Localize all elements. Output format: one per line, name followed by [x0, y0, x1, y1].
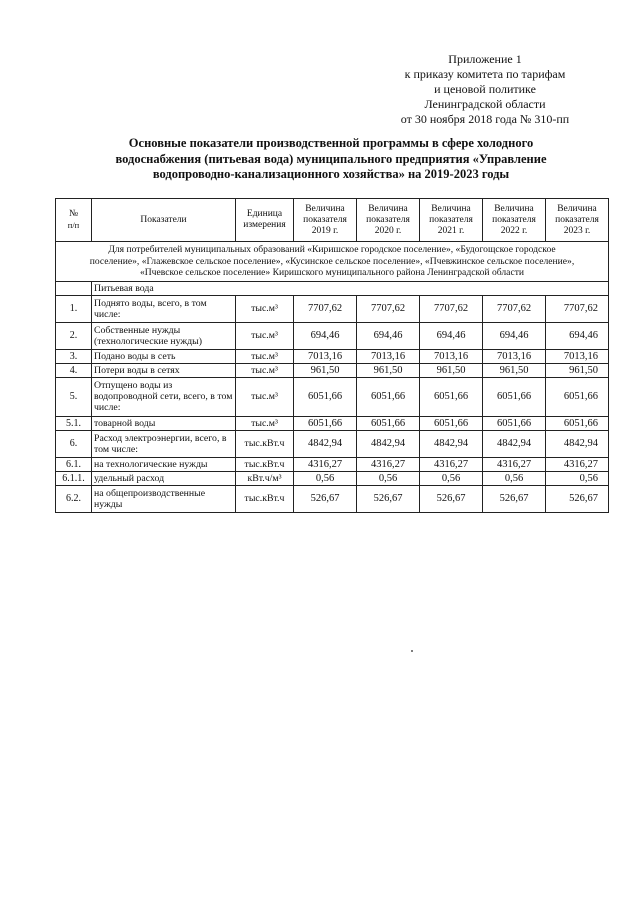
- value-2023: 7707,62: [546, 295, 609, 322]
- value-2022: 7707,62: [483, 295, 546, 322]
- title-line: водопроводно-канализационного хозяйства» на 2019-2023 годы: [152, 167, 510, 181]
- header-num: № п/п: [56, 199, 92, 242]
- value-2022: 961,50: [483, 363, 546, 377]
- row-name: товарной воды: [92, 416, 236, 430]
- value-2021: 4842,94: [420, 430, 483, 457]
- value-2021: 4316,27: [420, 457, 483, 471]
- indicators-table: [55, 198, 609, 513]
- appendix-note: [380, 52, 590, 127]
- appendix-line: Ленинградской области: [424, 97, 546, 111]
- value-2019: 6051,66: [294, 377, 357, 416]
- scan-speck: [411, 650, 413, 652]
- value-2022: 7013,16: [483, 349, 546, 363]
- value-2020: 4316,27: [357, 457, 420, 471]
- value-2023: 694,46: [546, 322, 609, 349]
- value-2020: 4842,94: [357, 430, 420, 457]
- value-2020: 6051,66: [357, 377, 420, 416]
- value-2020: 526,67: [357, 485, 420, 512]
- row-name: Подано воды в сеть: [92, 349, 236, 363]
- section-row: [56, 281, 609, 295]
- value-2022: 6051,66: [483, 416, 546, 430]
- row-name: Отпущено воды из водопроводной сети, всего, в том числе:: [92, 377, 236, 416]
- value-2021: 694,46: [420, 322, 483, 349]
- header-indicator: Показатели: [92, 199, 236, 242]
- value-2022: 0,56: [483, 471, 546, 485]
- value-2023: 6051,66: [546, 377, 609, 416]
- row-num: 6.1.1.: [56, 471, 92, 485]
- value-2023: 7013,16: [546, 349, 609, 363]
- table-row: [56, 471, 609, 485]
- value-2020: 6051,66: [357, 416, 420, 430]
- value-2021: 0,56: [420, 471, 483, 485]
- value-2019: 4316,27: [294, 457, 357, 471]
- row-unit: тыс.м³: [236, 377, 294, 416]
- row-name: Поднято воды, всего, в том числе:: [92, 295, 236, 322]
- title-line: Основные показатели производственной программы в сфере холодного: [128, 136, 534, 150]
- value-2019: 7707,62: [294, 295, 357, 322]
- row-unit: тыс.кВт.ч: [236, 430, 294, 457]
- table-row: [56, 349, 609, 363]
- row-unit: тыс.кВт.ч: [236, 457, 294, 471]
- header-unit: Единица измерения: [236, 199, 294, 242]
- value-2023: 4316,27: [546, 457, 609, 471]
- table-row: [56, 295, 609, 322]
- value-2020: 7707,62: [357, 295, 420, 322]
- value-2019: 7013,16: [294, 349, 357, 363]
- value-2020: 694,46: [357, 322, 420, 349]
- header-2019: Величина показателя 2019 г.: [294, 199, 357, 242]
- value-2021: 6051,66: [420, 377, 483, 416]
- value-2019: 0,56: [294, 471, 357, 485]
- value-2023: 526,67: [546, 485, 609, 512]
- table-row: [56, 322, 609, 349]
- appendix-line: к приказу комитета по тарифам: [404, 67, 566, 81]
- value-2019: 6051,66: [294, 416, 357, 430]
- row-unit: тыс.м³: [236, 349, 294, 363]
- value-2021: 7013,16: [420, 349, 483, 363]
- section-num-cell: [56, 281, 92, 295]
- row-num: 6.: [56, 430, 92, 457]
- row-name: Собственные нужды (технологические нужды): [92, 322, 236, 349]
- row-name: Потери воды в сетях: [92, 363, 236, 377]
- consumer-group-description: Для потребителей муниципальных образований «Киришское городское поселение», «Будогощское городское поселение», «Глажевское сельское поселение», «Кусинское сельское поселение», «Пчевжинское сельское поселение», «Пчевское сельское поселение» Киришского муниципального района Ленинградской области: [56, 242, 609, 282]
- value-2022: 6051,66: [483, 377, 546, 416]
- row-unit: кВт.ч/м³: [236, 471, 294, 485]
- table-header-row: [56, 199, 609, 242]
- row-name: на технологические нужды: [92, 457, 236, 471]
- value-2019: 4842,94: [294, 430, 357, 457]
- row-unit: тыс.м³: [236, 363, 294, 377]
- row-num: 6.1.: [56, 457, 92, 471]
- header-2022: Величина показателя 2022 г.: [483, 199, 546, 242]
- value-2021: 526,67: [420, 485, 483, 512]
- row-num: 5.: [56, 377, 92, 416]
- row-num: 4.: [56, 363, 92, 377]
- table-row: [56, 430, 609, 457]
- value-2020: 7013,16: [357, 349, 420, 363]
- row-name: на общепроизводственные нужды: [92, 485, 236, 512]
- header-2021: Величина показателя 2021 г.: [420, 199, 483, 242]
- value-2022: 4842,94: [483, 430, 546, 457]
- value-2022: 694,46: [483, 322, 546, 349]
- row-unit: тыс.кВт.ч: [236, 485, 294, 512]
- value-2022: 526,67: [483, 485, 546, 512]
- row-unit: тыс.м³: [236, 295, 294, 322]
- table-row: [56, 457, 609, 471]
- value-2023: 0,56: [546, 471, 609, 485]
- table-row: [56, 485, 609, 512]
- title-line: водоснабжения (питьевая вода) муниципального предприятия «Управление: [115, 151, 547, 166]
- value-2021: 6051,66: [420, 416, 483, 430]
- row-num: 2.: [56, 322, 92, 349]
- value-2019: 961,50: [294, 363, 357, 377]
- value-2019: 694,46: [294, 322, 357, 349]
- row-num: 5.1.: [56, 416, 92, 430]
- value-2020: 961,50: [357, 363, 420, 377]
- row-name: удельный расход: [92, 471, 236, 485]
- table-row: [56, 377, 609, 416]
- appendix-line: и ценовой политике: [434, 82, 536, 96]
- row-num: 6.2.: [56, 485, 92, 512]
- appendix-line: от 30 ноября 2018 года № 310-пп: [400, 112, 570, 126]
- row-unit: тыс.м³: [236, 416, 294, 430]
- value-2021: 7707,62: [420, 295, 483, 322]
- value-2022: 4316,27: [483, 457, 546, 471]
- table-row: [56, 416, 609, 430]
- value-2023: 4842,94: [546, 430, 609, 457]
- row-num: 3.: [56, 349, 92, 363]
- value-2023: 961,50: [546, 363, 609, 377]
- value-2021: 961,50: [420, 363, 483, 377]
- value-2019: 526,67: [294, 485, 357, 512]
- header-2023: Величина показателя 2023 г.: [546, 199, 609, 242]
- value-2020: 0,56: [357, 471, 420, 485]
- appendix-line: Приложение 1: [448, 52, 522, 66]
- document-title: [96, 136, 566, 183]
- row-num: 1.: [56, 295, 92, 322]
- header-2020: Величина показателя 2020 г.: [357, 199, 420, 242]
- table-row: [56, 363, 609, 377]
- section-title: Питьевая вода: [92, 281, 609, 295]
- row-name: Расход электроэнергии, всего, в том числе:: [92, 430, 236, 457]
- value-2023: 6051,66: [546, 416, 609, 430]
- group-row: [56, 242, 609, 282]
- row-unit: тыс.м³: [236, 322, 294, 349]
